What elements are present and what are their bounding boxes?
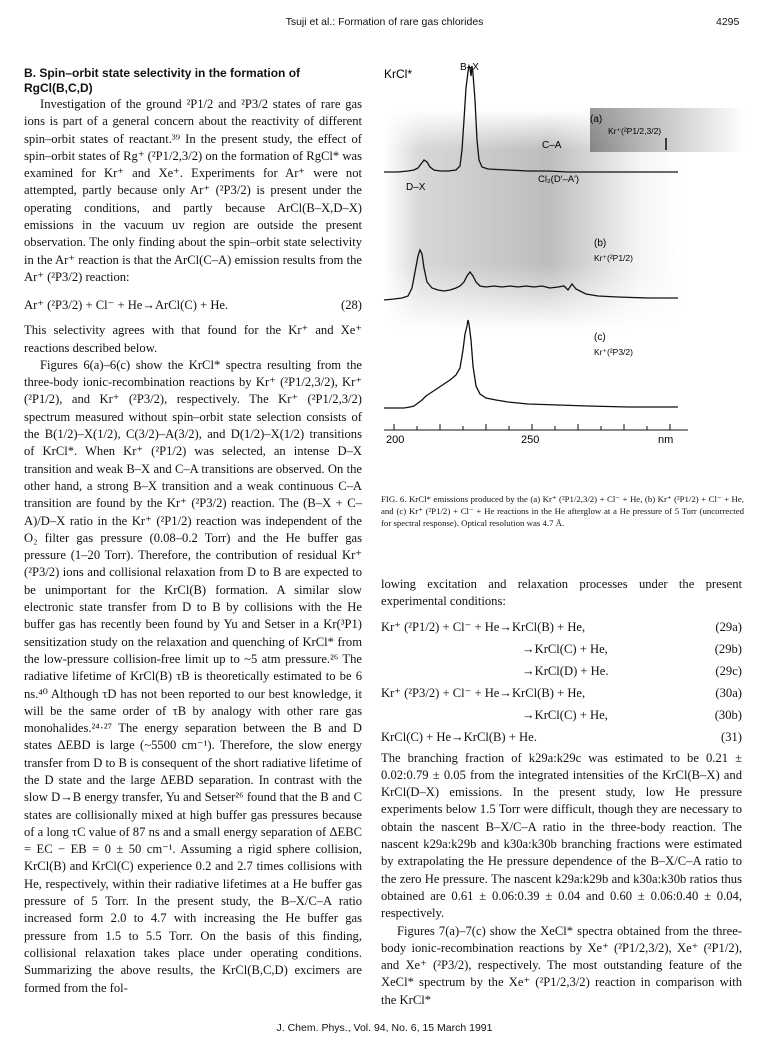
journal-footer: J. Chem. Phys., Vol. 94, No. 6, 15 March 1991	[276, 1022, 493, 1034]
panel-state-b: Kr⁺(²P1/2)	[594, 253, 633, 263]
figure-6-spectra	[378, 50, 750, 475]
equation-body: Kr⁺ (²P1/2) + Cl⁻ + He→KrCl(B) + He,	[381, 619, 586, 634]
paragraph: Investigation of the ground ²P1/2 and ²P3/2 states of rare gas ions is part of a general concern about the reactivity of different spin–orbit states of reactant.³⁹ In the present study, the effect of spin–orbit states of Rg⁺ (²P1/2,3/2) on the formation of RgCl* was examined for Kr⁺ and Xe⁺. Experiments for Ar⁺ were not attempted, partly because only Ar⁺ (²P3/2) is present under the operating conditions, and partly because ArCl(B–X,D–X) emissions in the vacuum uv region are outside the present observation. The only finding about the spin–orbit state selectivity in the Ar⁺ reaction is that the ArCl(C–A) emission results from the Ar⁺ (²P3/2) reaction:	[24, 97, 362, 284]
panel-state-a: Kr⁺(²P1/2,3/2)	[608, 126, 662, 136]
equation-body: →KrCl(C) + He,	[522, 641, 608, 656]
page-number: 4295	[716, 16, 740, 28]
equation-number: (30a)	[715, 685, 742, 700]
molecule-label: KrCl*	[384, 67, 413, 81]
peak-label-cl2: Cl₂(D′–A′)	[538, 174, 580, 185]
tick-label-250: 250	[521, 434, 540, 446]
peak-label-bx: B–X	[460, 62, 479, 73]
equation-29b	[381, 638, 742, 660]
equation-number: (28)	[341, 298, 362, 313]
peak-label-ca: C–A	[542, 140, 562, 151]
left-column	[24, 66, 362, 997]
peak-label-dx: D–X	[406, 182, 426, 193]
equation-number: (29a)	[715, 619, 742, 634]
equation-number: (30b)	[714, 707, 742, 722]
x-axis-ticks	[394, 424, 670, 430]
equation-29a	[381, 616, 742, 638]
equation-28	[24, 294, 362, 316]
paragraph: The branching fraction of k29a:k29c was estimated to be 0.21 ± 0.02:0.79 ± 0.05 from the integrated intensities of the KrCl(B–X) and KrCl(D–X) emissions. In the present study, low He pressure experiments below 1.5 Torr were difficult, though they are necessary to obtain the nascent B–X/C–A ratio in the three-body reaction. The nascent k29a:k29b and k30a:k30b branching fractions were estimated by extrapolating the He pressure dependence of the B–X/C–A ratio to the zero He pressure. The nascent k29a:k29b and k30a:k30b ratios thus obtained are 0.61 ± 0.06:0.39 ± 0.04 and 0.60 ± 0.06:0.40 ± 0.04, respectively.	[381, 750, 742, 921]
panel-label-c: (c)	[594, 332, 606, 343]
equation-number: (29c)	[715, 663, 742, 678]
equation-body: Ar⁺ (²P3/2) + Cl⁻ + He→ArCl(C) + He.	[24, 298, 229, 313]
equation-body: →KrCl(C) + He,	[522, 707, 608, 722]
equation-body: →KrCl(D) + He.	[522, 663, 609, 678]
equation-30a	[381, 682, 742, 704]
paragraph: Figures 7(a)–7(c) show the XeCl* spectra obtained from the three-body ionic-recombination reactions by Xe⁺ (²P1/2,3/2), Xe⁺ (²P1/2), and Xe⁺ (²P3/2), respectively. The most outstanding feature of the XeCl* spectrum by the Xe⁺ (²P1/2,3/2) reaction in comparison with the KrCl*	[381, 923, 742, 1007]
axis-unit: nm	[658, 434, 674, 446]
panel-label-a: (a)	[590, 114, 603, 125]
paragraph: lowing excitation and relaxation processes under the present experimental conditions:	[381, 577, 742, 609]
equation-29c	[381, 660, 742, 682]
running-header-title: Tsuji et al.: Formation of rare gas chlorides	[285, 16, 484, 28]
equation-body: Kr⁺ (²P3/2) + Cl⁻ + He→KrCl(B) + He,	[381, 685, 586, 700]
equation-number: (31)	[721, 729, 742, 744]
right-column	[381, 576, 742, 1009]
equation-31	[381, 726, 742, 748]
paragraph: Figures 6(a)–6(c) show the KrCl* spectra resulting from the three-body ionic-recombination reactions by Kr⁺ (²P1/2,3/2), Kr⁺ (²P1/2), and Kr⁺ (²P3/2), respectively. The Kr⁺ (²P1/2,3/2) spectrum measured without spin–orbit state selection consists of the B(1/2)–X(1/2), C(3/2)–A(3/2), and D(1/2)–X(1/2) transitions of KrCl*. When Kr⁺ (²P1/2) was selected, an intense D–X transition and weak B–X and C–A transitions are observed. On the other hand, a strong B–X transition and a weak continuous C–A transition are found by the Kr⁺ (²P3/2) reaction. The (B–X + C–A)/D–X ratio in the Kr⁺ (²P1/2) reaction was independent of the O₂ filter gas pressure (0.08–0.2 Torr) and the He buffer gas pressure (1–20 Torr). Therefore, the contribution of residual Kr⁺ (²P3/2) ions and collisional relaxation from D to B are expected to be unimportant for the KrCl(B) formation. A similar slow electronic state transfer from D to B by collisions with the He buffer gas has recently been found by Yu and Setser in a Kr(³P1) sensitization study on the relaxation and quenching of KrCl* from the low-pressure collision-free limit up to ~5 atm pressure.²⁶ The radiative lifetime of KrCl(B) τB is theoretically estimated to be 6 ns.⁴⁰ Although τD has not been reported to our best knowledge, it will be the same order of τB by analogy with other rare gas monohalides.²⁴·²⁷ The energy separation between the B and D states ΔEBD is large (~5500 cm⁻¹). Therefore, the slow energy transfer from D to B is consequent of the short radiative lifetime of the D state and the large ΔEBD separation. In contrast with the slow D→B energy transfer, Yu and Setser²⁶ found that the B and C states are collisionally mixed at high buffer gas pressures because of a long τC value of 87 ns and a small energy separation of ΔEBC = EC − EB = 0 ± 50 cm⁻¹. Assuming a rigid sphere collision, KrCl(B) and KrCl(C) experience 0.2 and 2.7 times collisions with He, respectively, within their radiative lifetimes at a He buffer gas pressure of 5 Torr. In the present study, the B–X/C–A ratio increased form 2.0 to 4.7 with increasing the He buffer gas pressure from 1.5 to 5.5 Torr. On the basis of this finding, collisional relaxation takes place under operating conditions. Summarizing the above results, the KrCl(B,C,D) excimers are formed from the fol-	[24, 357, 362, 995]
tick-label-200: 200	[386, 434, 405, 446]
spectrum-c-trace	[384, 320, 678, 408]
section-title: B. Spin–orbit state selectivity in the formation of RgCl(B,C,D)	[24, 66, 301, 95]
equation-number: (29b)	[714, 641, 742, 656]
figure-caption: FIG. 6. KrCl* emissions produced by the (a) Kr⁺ (²P1/2,3/2) + Cl⁻ + He, (b) Kr⁺ (²P1/2) + Cl⁻ + He, and (c) Kr⁺ (²P1/2) + Cl⁻ + He reactions in the He afterglow at a He pressure of 5 Torr (uncorrected for spectral response). Optical resolution was 4.7 Å.	[381, 494, 744, 529]
equation-body: KrCl(C) + He→KrCl(B) + He.	[381, 729, 537, 744]
equation-30b	[381, 704, 742, 726]
paragraph: This selectivity agrees with that found for the Kr⁺ and Xe⁺ reactions described below.	[24, 323, 362, 355]
panel-label-b: (b)	[594, 238, 607, 249]
panel-state-c: Kr⁺(²P3/2)	[594, 347, 633, 357]
